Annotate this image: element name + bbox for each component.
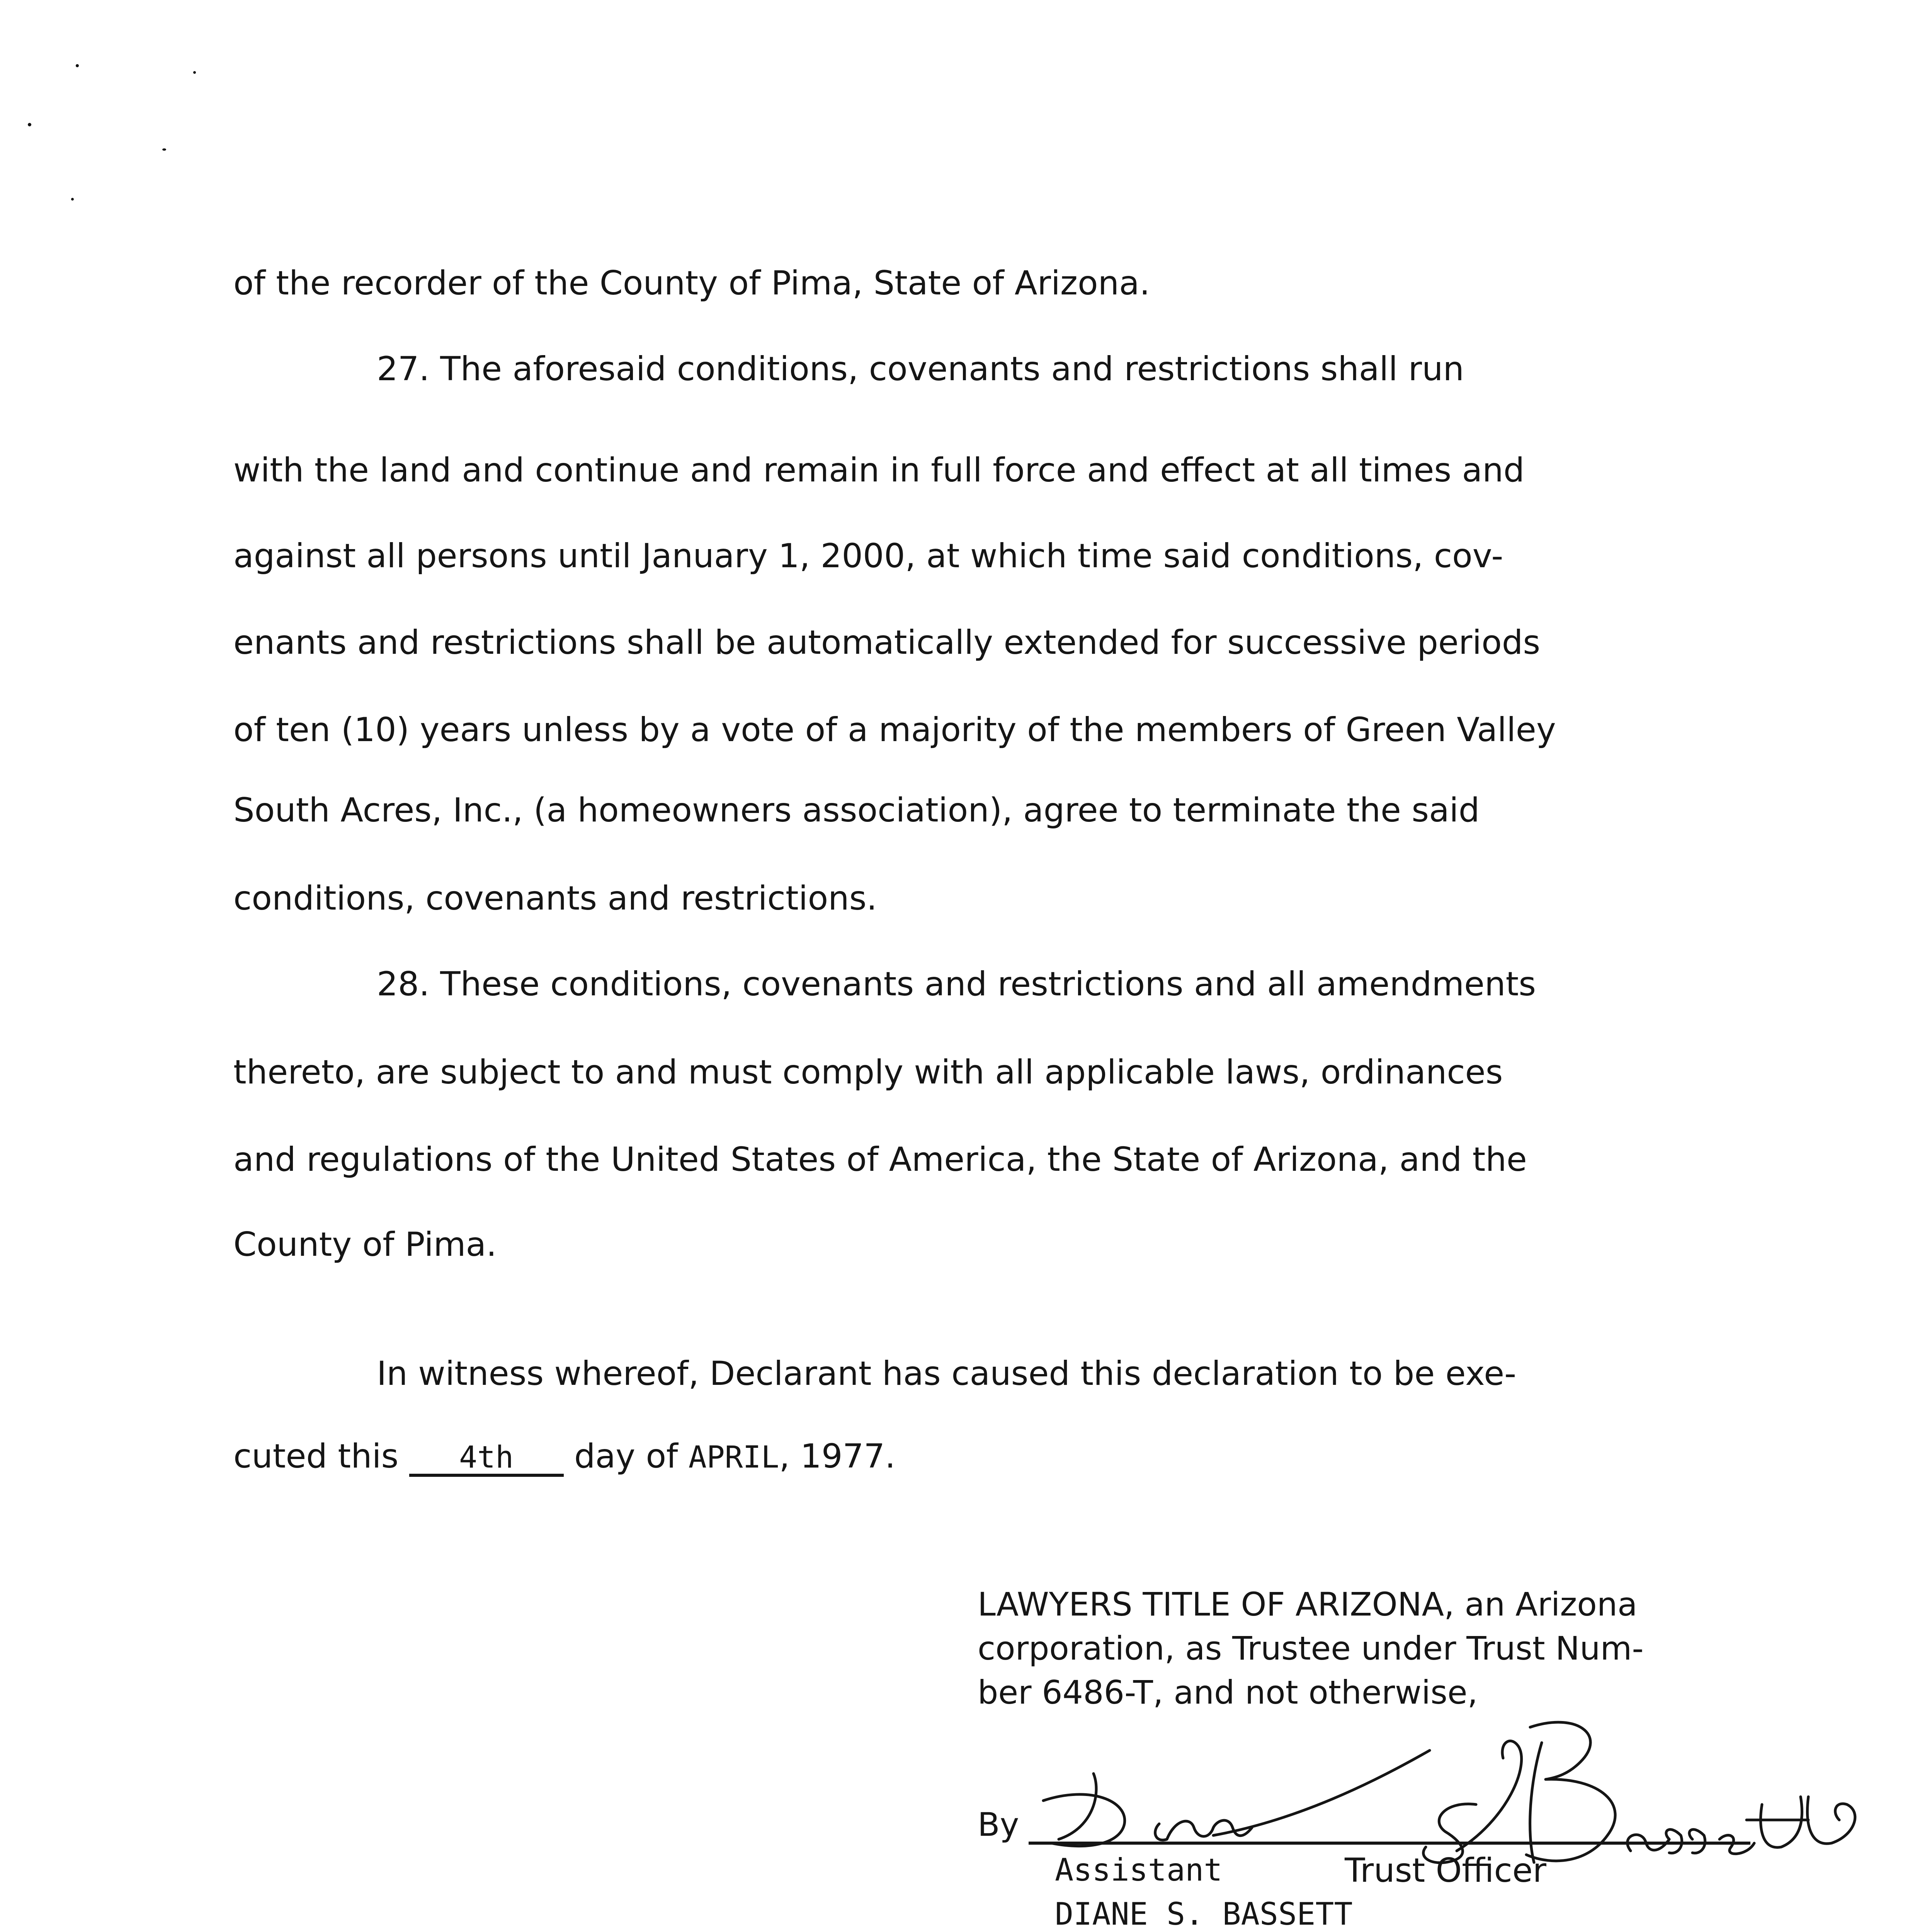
text-line: County of Pima. — [233, 1225, 497, 1264]
execution-year: , 1977. — [779, 1437, 896, 1476]
scan-speck — [76, 64, 79, 67]
signer-title-assistant: Assistant — [1055, 1852, 1223, 1888]
scan-speck — [28, 123, 31, 126]
signer-title-officer: Trust Officer — [1345, 1851, 1547, 1890]
execution-month: APRIL — [688, 1440, 779, 1475]
text-line: and regulations of the United States of America, the State of Arizona, and the — [233, 1140, 1527, 1179]
witness-clause: In witness whereof, Declarant has caused this declaration to be exe- — [377, 1354, 1517, 1393]
scan-speck — [193, 71, 196, 74]
text-line: thereto, are subject to and must comply with all applicable laws, ordinances — [233, 1053, 1503, 1092]
text-line: with the land and continue and remain in full force and effect at all times and — [233, 451, 1525, 490]
text-line: enants and restrictions shall be automatically extended for successive periods — [233, 623, 1541, 662]
scan-speck — [162, 148, 166, 151]
text-line: of ten (10) years unless by a vote of a majority of the members of Green Valley — [233, 711, 1556, 749]
text-line: against all persons until January 1, 2000, at which time said conditions, cov- — [233, 537, 1503, 575]
signer-name: DIANE S. BASSETT — [1055, 1896, 1353, 1932]
by-label: By — [978, 1806, 1019, 1844]
paragraph-27-start: 27. The aforesaid conditions, covenants and restrictions shall run — [377, 350, 1464, 388]
trustee-line-3: ber 6486-T, and not otherwise, — [978, 1673, 1478, 1711]
trustee-line-1: LAWYERS TITLE OF ARIZONA, an Arizona — [978, 1585, 1638, 1623]
signature-line — [1029, 1842, 1750, 1845]
trustee-line-2: corporation, as Trustee under Trust Num- — [978, 1629, 1644, 1667]
execution-date-line — [233, 1437, 896, 1477]
text-line: of the recorder of the County of Pima, State of Arizona. — [233, 264, 1150, 303]
execution-prefix: cuted this — [233, 1437, 399, 1476]
execution-middle: day of — [574, 1437, 678, 1476]
text-line: South Acres, Inc., (a homeowners association), agree to terminate the said — [233, 791, 1480, 830]
paragraph-28-start: 28. These conditions, covenants and restrictions and all amendments — [377, 965, 1536, 1003]
scan-speck — [71, 198, 74, 201]
execution-day-field: 4th — [409, 1442, 564, 1477]
text-line: conditions, covenants and restrictions. — [233, 879, 877, 918]
